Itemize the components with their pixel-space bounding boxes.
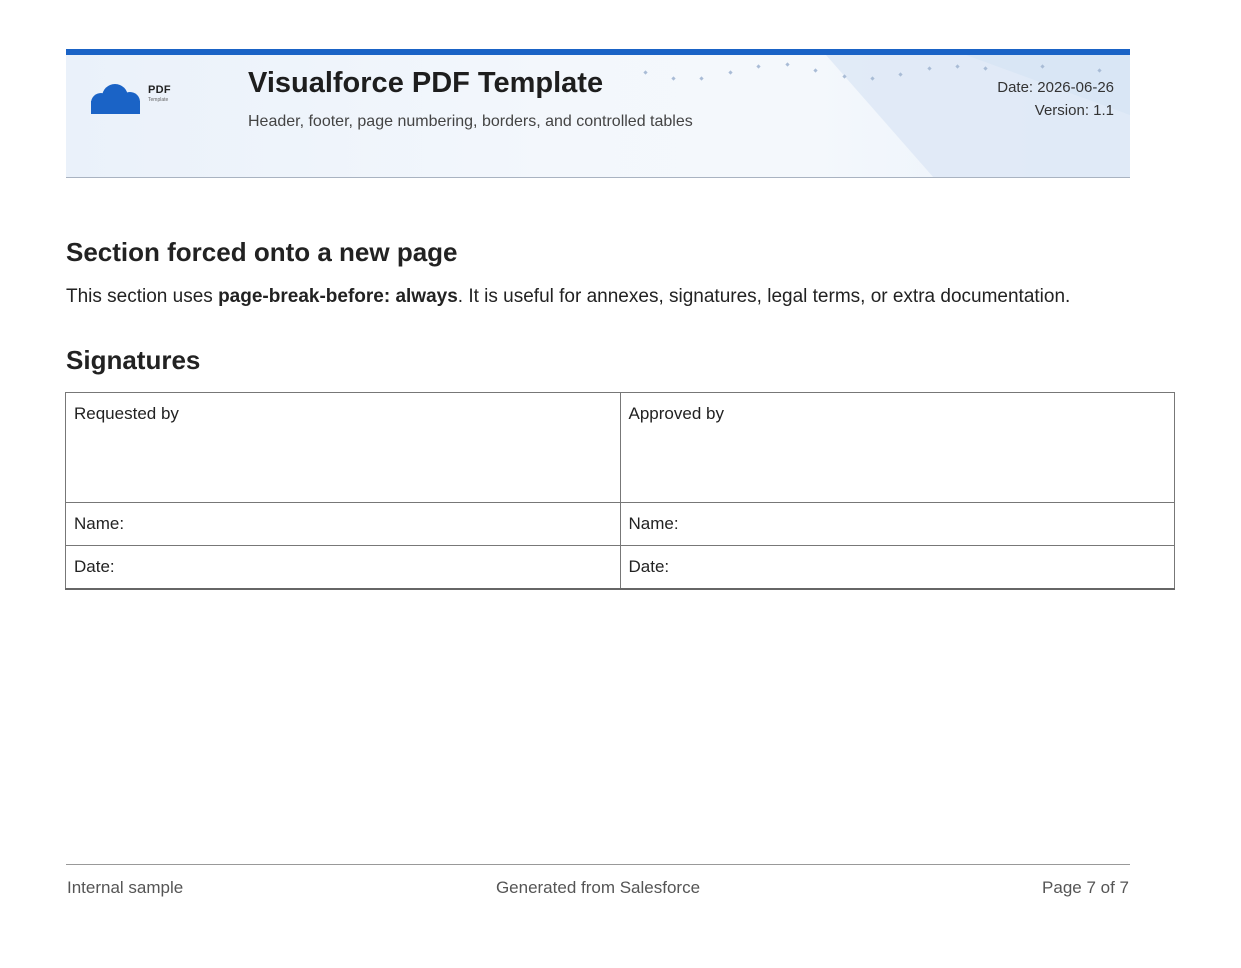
- name-row: [66, 503, 1175, 546]
- logo-text: PDF: [148, 84, 171, 96]
- section-text-bold: page-break-before: always: [218, 286, 458, 307]
- document-subtitle: Header, footer, page numbering, borders, and controlled tables: [248, 113, 693, 130]
- signatures-table: [65, 392, 1175, 590]
- footer-left-text: Internal sample: [67, 878, 184, 897]
- signature-role-label: Requested by: [74, 404, 179, 423]
- section-paragraph: [66, 286, 1070, 308]
- signature-role-label: Approved by: [628, 404, 724, 423]
- signatures-title: Signatures: [66, 345, 201, 375]
- name-cell: [66, 503, 621, 546]
- logo-subtext: Template: [148, 97, 169, 103]
- name-label: Name:: [74, 514, 125, 533]
- date-label: Date:: [628, 557, 670, 576]
- page-number: Page 7 of 7: [1042, 878, 1129, 897]
- section-text-after: . It is useful for annexes, signatures, legal terms, or extra documentation.: [457, 286, 1071, 307]
- date-cell: [66, 546, 621, 589]
- document-meta: [997, 76, 1114, 122]
- document-version: Version: 1.1: [1034, 102, 1114, 119]
- signature-cell-approved: [620, 393, 1175, 503]
- date-row: [66, 546, 1175, 589]
- page-header: [66, 49, 1130, 178]
- date-cell: [620, 546, 1175, 589]
- section-text-before: This section uses: [66, 286, 219, 307]
- page-footer: [66, 864, 1130, 905]
- footer-center-text: Generated from Salesforce: [495, 878, 701, 897]
- document-title: Visualforce PDF Template: [248, 67, 604, 99]
- date-label: Date:: [74, 557, 115, 576]
- section-title: Section forced onto a new page: [66, 237, 458, 267]
- signature-row: [66, 393, 1175, 503]
- signature-cell-requested: [66, 393, 621, 503]
- document-date: Date: 2026-06-26: [997, 79, 1114, 96]
- name-label: Name:: [628, 514, 679, 533]
- name-cell: [620, 503, 1175, 546]
